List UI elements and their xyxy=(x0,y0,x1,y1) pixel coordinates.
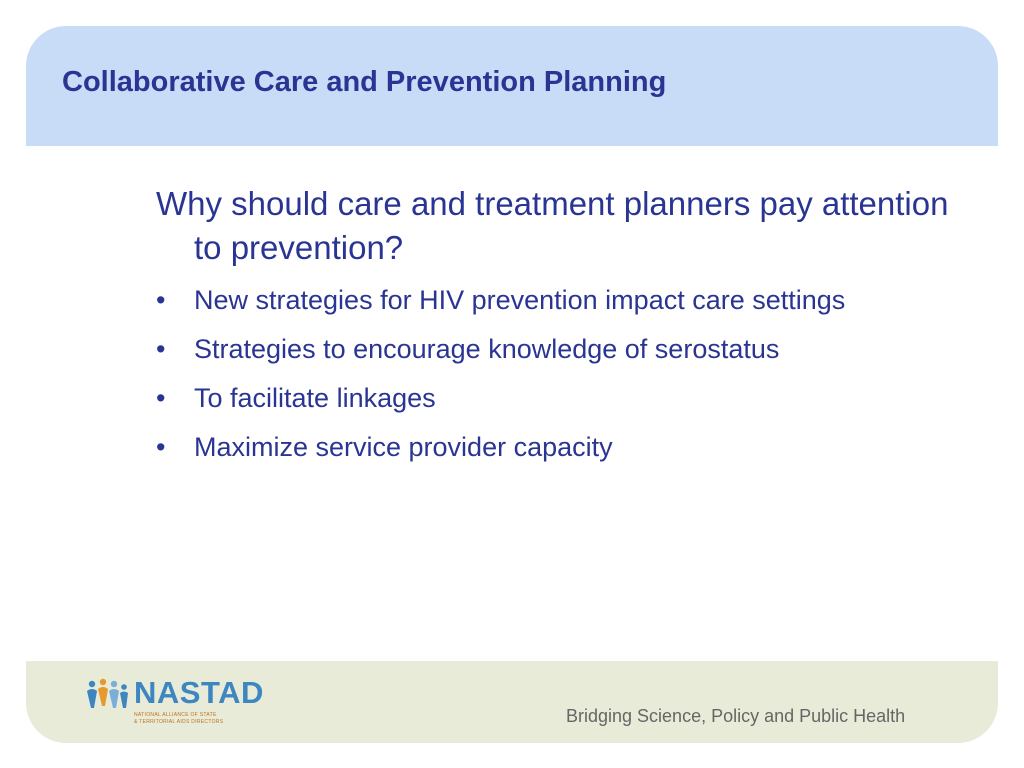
bullet-text: Maximize service provider capacity xyxy=(194,432,613,462)
footer-tagline: Bridging Science, Policy and Public Health xyxy=(566,706,906,726)
logo-subtitle-line2: & TERRITORIAL AIDS DIRECTORS xyxy=(134,719,224,725)
bullet-marker: • xyxy=(156,285,166,315)
bullet-list xyxy=(156,282,976,465)
bullet-marker: • xyxy=(156,383,166,413)
slide-title: Collaborative Care and Prevention Planning xyxy=(62,66,667,98)
bullet-marker: • xyxy=(156,432,166,462)
bullet-item xyxy=(156,331,976,367)
lead-question: Why should care and treatment planners pay attention to prevention? xyxy=(156,185,949,266)
bullet-marker: • xyxy=(156,334,166,364)
bullet-item xyxy=(156,282,976,318)
logo-subtitle-line1: NATIONAL ALLIANCE OF STATE xyxy=(134,712,217,718)
slide-content xyxy=(156,182,976,478)
nastad-logo xyxy=(86,674,276,730)
bullet-text: New strategies for HIV prevention impact care settings xyxy=(194,285,846,315)
logo-name: NASTAD xyxy=(134,675,264,710)
bullet-text: To facilitate linkages xyxy=(194,383,436,413)
bullet-item xyxy=(156,380,976,416)
bullet-item xyxy=(156,429,976,465)
people-figures-icon xyxy=(86,678,130,712)
bullet-text: Strategies to encourage knowledge of serostatus xyxy=(194,334,780,364)
logo-subtitle xyxy=(134,712,223,726)
